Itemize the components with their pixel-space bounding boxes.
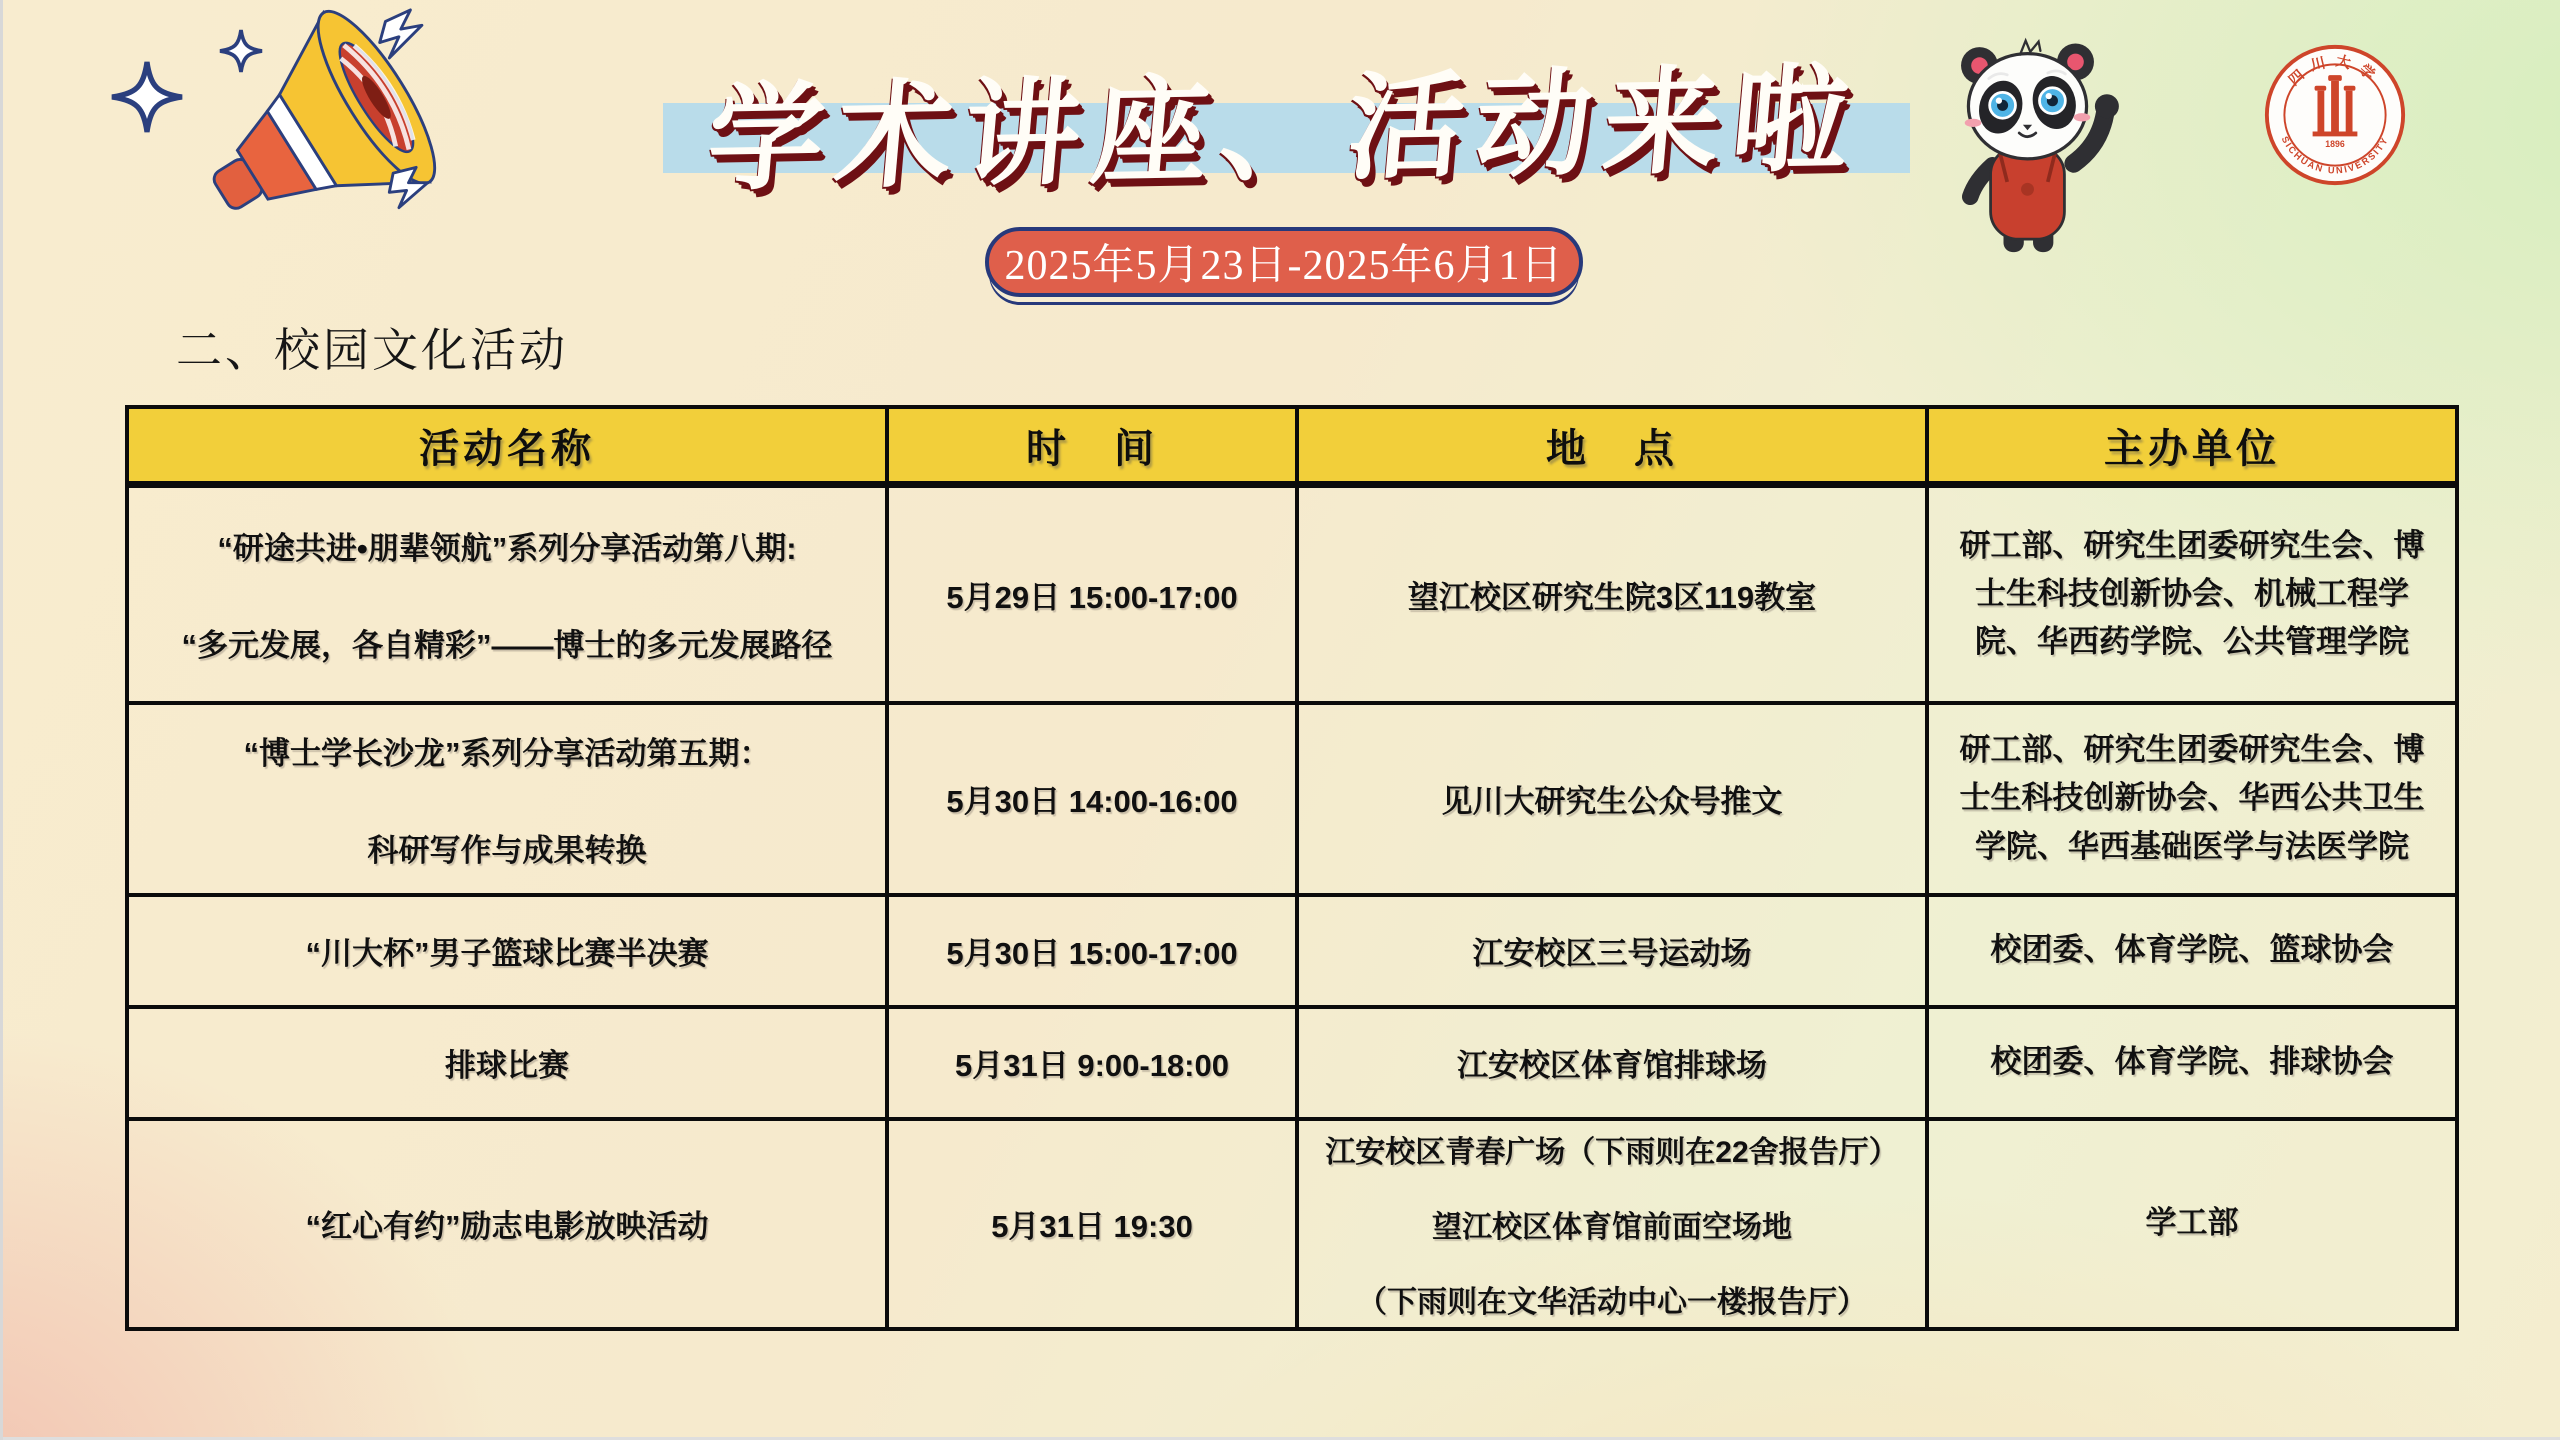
col-header-location: 地 点 [1297, 407, 1927, 485]
location-line: 江安校区青春广场（下雨则在22舍报告厅） [1325, 1135, 1899, 1169]
location-line: （下雨则在文华活动中心一楼报告厅） [1357, 1285, 1867, 1319]
col-header-organizer: 主办单位 [1927, 407, 2457, 485]
location-line: 望江校区体育馆前面空场地 [1432, 1210, 1792, 1244]
megaphone-icon [195, 8, 430, 248]
activity-name-cell: 排球比赛 [127, 1007, 887, 1119]
activity-name-line: 科研写作与成果转换 [367, 832, 647, 868]
organizer-cell: 学工部 [1927, 1119, 2457, 1329]
table-row [127, 1119, 2457, 1329]
time-cell: 5月29日 15:00-17:00 [887, 485, 1297, 703]
activity-name-line: “博士学长沙龙”系列分享活动第五期： [243, 735, 771, 771]
date-badge [985, 227, 1583, 297]
time-cell: 5月31日 9:00-18:00 [887, 1007, 1297, 1119]
table-row [127, 1007, 2457, 1119]
page-title: 学术讲座、活动来啦 [702, 53, 1866, 205]
organizer-cell: 研工部、研究生团委研究生会、博士生科技创新协会、华西公共卫生学院、华西基础医学与法医学院 [1927, 703, 2457, 895]
location-cell: 望江校区研究生院3区119教室 [1297, 485, 1927, 703]
activity-name-cell [127, 485, 887, 703]
scu-logo-en-text: SICHUAN UNIVERSITY [2279, 134, 2391, 176]
lightning-icon [380, 10, 422, 58]
activities-table [125, 405, 2459, 1331]
organizer-cell: 校团委、体育学院、排球协会 [1927, 1007, 2457, 1119]
time-cell: 5月30日 15:00-17:00 [887, 895, 1297, 1007]
time-cell: 5月30日 14:00-16:00 [887, 703, 1297, 895]
time-cell: 5月31日 19:30 [887, 1119, 1297, 1329]
organizer-cell: 校团委、体育学院、篮球协会 [1927, 895, 2457, 1007]
sparkle-icon [112, 62, 182, 132]
organizer-cell: 研工部、研究生团委研究生会、博士生科技创新协会、机械工程学院、华西药学院、公共管理学院 [1927, 485, 2457, 703]
scu-logo-year: 1896 [2325, 139, 2345, 150]
table-header-row [127, 407, 2457, 485]
col-header-time: 时 间 [887, 407, 1297, 485]
activity-name-cell: “川大杯”男子篮球比赛半决赛 [127, 895, 887, 1007]
scu-logo-cn-text: 四川大学 [2286, 53, 2384, 90]
table-row [127, 485, 2457, 703]
location-cell [1297, 1119, 1927, 1329]
col-header-activity-name: 活动名称 [127, 407, 887, 485]
activity-name-line: “多元发展，各自精彩”——博士的多元发展路径 [181, 628, 833, 664]
table-row [127, 895, 2457, 1007]
location-cell: 见川大研究生公众号推文 [1297, 703, 1927, 895]
activity-name-line: “研途共进•朋辈领航”系列分享活动第八期: [217, 531, 797, 567]
activity-name-cell: “红心有约”励志电影放映活动 [127, 1119, 887, 1329]
date-range-text: 2025年5月23日-2025年6月1日 [1004, 243, 1564, 289]
panda-mascot [1930, 25, 2125, 265]
location-cell: 江安校区体育馆排球场 [1297, 1007, 1927, 1119]
section-heading: 二、校园文化活动 [176, 324, 568, 376]
location-cell: 江安校区三号运动场 [1297, 895, 1927, 1007]
scu-logo [2262, 42, 2408, 188]
activity-name-cell [127, 703, 887, 895]
table-row [127, 703, 2457, 895]
